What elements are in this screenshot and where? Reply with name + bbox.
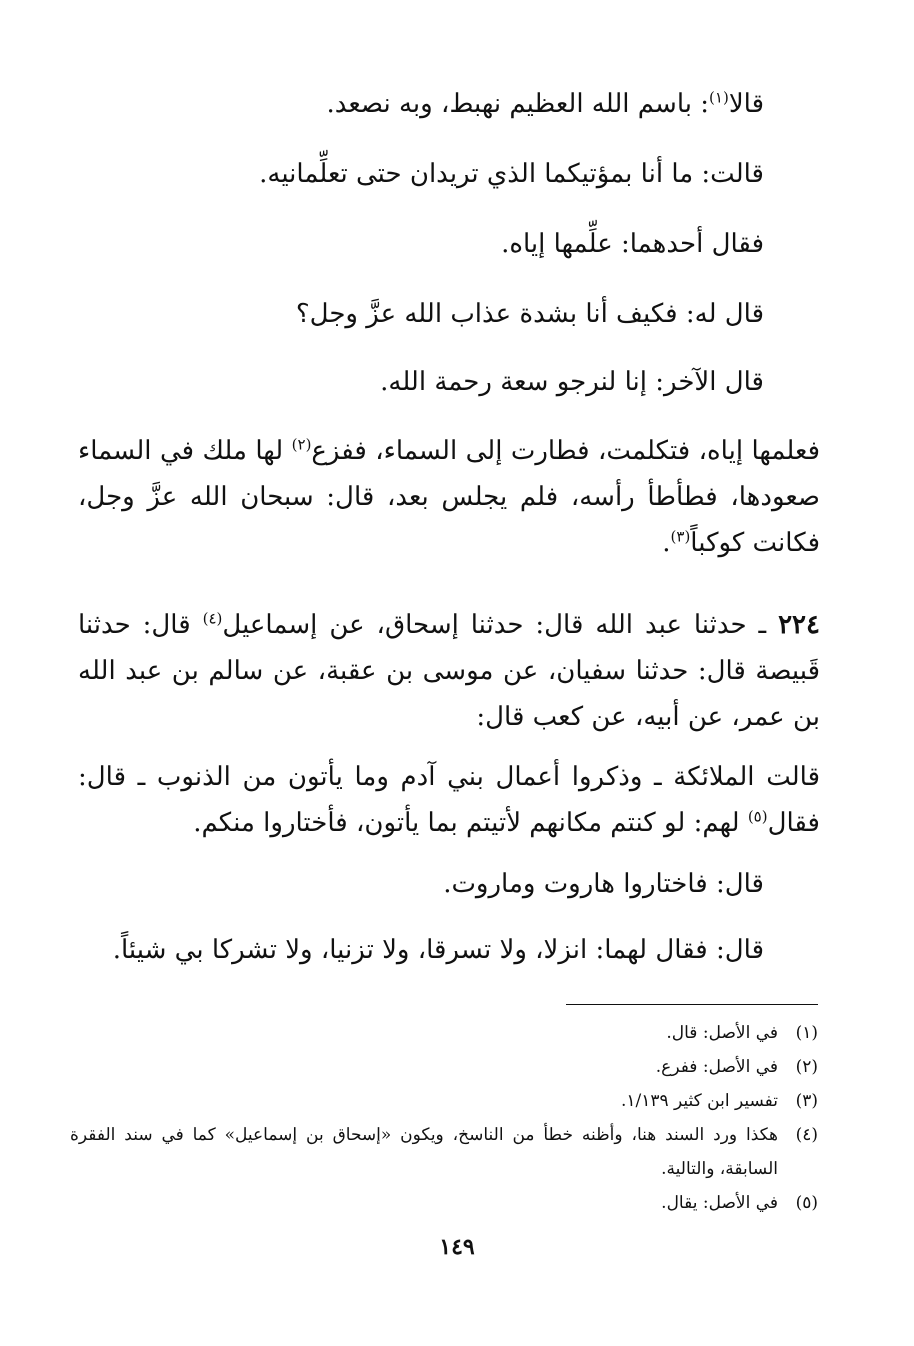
footnote-ref-2: (٢) [291, 435, 312, 454]
page-number: ١٤٩ [439, 1234, 475, 1260]
paragraph-star-flight [78, 428, 820, 566]
line-1-rest: : باسم الله العظيم نهبط، وبه نصعد. [326, 89, 710, 119]
paragraph-3-part-a: قالت الملائكة ـ وذكروا أعمال بني آدم وما يأتون من الذنوب ـ قال: فقال [78, 762, 820, 838]
text-line-7: قال: فقال لهما: انزلا، ولا تسرقا، ولا تزنيا، ولا تشركا بي شيئاً. [112, 935, 764, 965]
footnote-text: هكذا ورد السند هنا، وأظنه خطأ من الناسخ، ويكون «إسحاق بن إسماعيل» كما في سند الفقرة السابقة، والتالية. [70, 1125, 778, 1179]
text-line-4: قال له: فكيف أنا بشدة عذاب الله عزَّ وجل؟ [295, 299, 764, 329]
text-line-2: قالت: ما أنا بمؤتيكما الذي تريدان حتى تعلِّمانيه. [259, 159, 764, 189]
footnote-text: في الأصل: يقال. [661, 1193, 778, 1213]
footnote-separator [566, 1004, 818, 1005]
text-line-3: فقال أحدهما: علِّمها إياه. [501, 229, 764, 259]
paragraph-3-part-b: لهم: لو كنتم مكانهم لأتيتم بما يأتون، فأختاروا منكم. [193, 808, 748, 838]
footnote-text: في الأصل: قال. [666, 1023, 778, 1043]
footnote-ref-1: (١) [709, 88, 729, 107]
footnote-ref-4: (٤) [202, 609, 223, 628]
text-line-5: قال الآخر: إنا لنرجو سعة رحمة الله. [380, 367, 764, 397]
footnote-mark: (٣) [795, 1091, 818, 1111]
footnote-4 [70, 1118, 818, 1186]
hadith-isnad-part-a: ـ حدثنا عبد الله قال: حدثنا إسحاق، عن إسماعيل [222, 610, 779, 640]
hadith-224-isnad [78, 602, 820, 740]
hadith-number: ٢٢٤ [778, 610, 820, 640]
footnote-2 [70, 1050, 818, 1084]
footnote-mark: (٥) [795, 1193, 818, 1213]
text-line-6: قال: فاختاروا هاروت وماروت. [443, 869, 764, 899]
paragraph-1-part-b: لها ملك في السماء صعودها، فطأطأ رأسه، فلم يجلس بعد، قال: سبحان الله عزَّ وجل، فكانت كوكباً [78, 436, 820, 558]
footnote-3 [70, 1084, 818, 1118]
paragraph-1-part-a: فعلمها إياه، فتكلمت، فطارت إلى السماء، ففزع [311, 436, 821, 466]
footnote-ref-3: (٣) [670, 527, 691, 546]
line-1-start: قالا [728, 89, 764, 119]
footnote-mark: (١) [795, 1023, 818, 1043]
text-line-1 [326, 86, 764, 122]
paragraph-1-end: . [662, 528, 671, 558]
footnote-text: في الأصل: ففرع. [655, 1057, 778, 1077]
paragraph-angels [78, 754, 820, 846]
footnotes [70, 1016, 818, 1220]
footnote-5 [70, 1186, 818, 1220]
footnote-mark: (٢) [795, 1057, 818, 1077]
footnote-text: تفسير ابن كثير ١/١٣٩. [620, 1091, 778, 1111]
footnote-ref-5: (٥) [747, 807, 768, 826]
footnote-1 [70, 1016, 818, 1050]
footnote-mark: (٤) [795, 1125, 818, 1145]
hadith-isnad-part-b: قال: حدثنا قَبيصة قال: حدثنا سفيان، عن موسى بن عقبة، عن سالم بن عبد الله بن عمر، عن أبيه، عن كعب قال: [78, 610, 820, 732]
